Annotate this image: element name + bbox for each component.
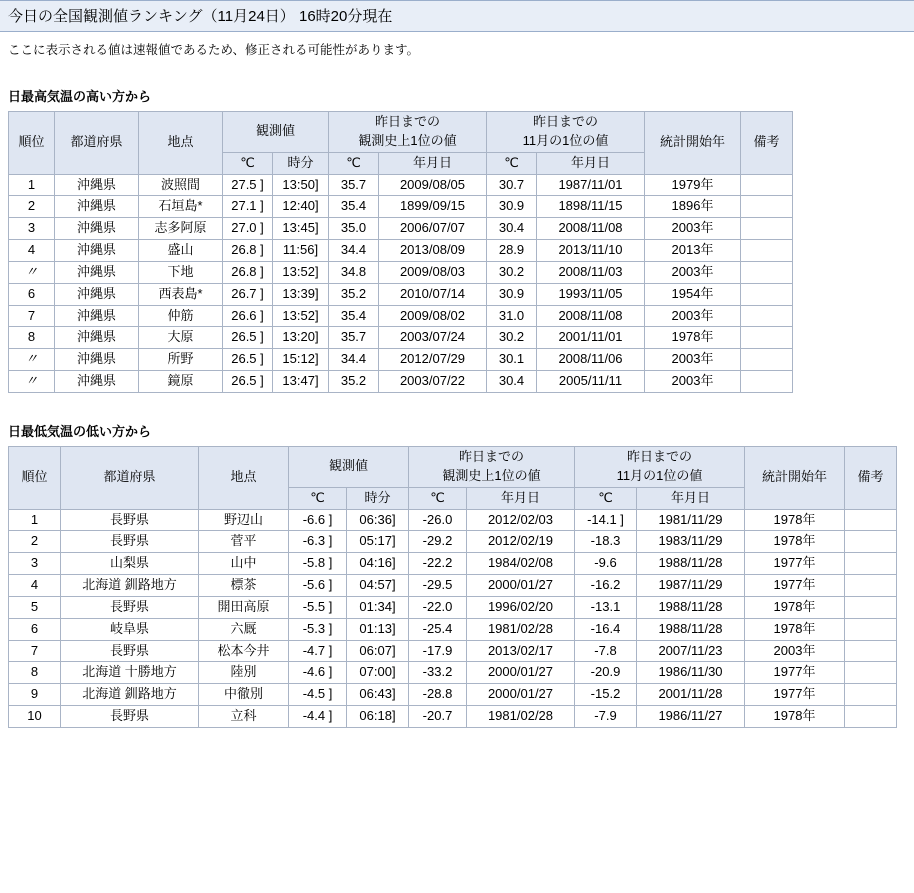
cell-observed-temp: -4.7 ] <box>289 640 347 662</box>
cell-observed-temp: 27.1 ] <box>223 196 273 218</box>
cell-month-date: 2005/11/11 <box>537 371 645 393</box>
cell-rank: 6 <box>9 618 61 640</box>
cell-pref: 沖縄県 <box>55 305 139 327</box>
cell-observed-time: 06:43] <box>347 684 409 706</box>
cell-record-temp: -17.9 <box>409 640 467 662</box>
table-header-low <box>9 446 897 509</box>
cell-point: 開田高原 <box>199 596 289 618</box>
table-row <box>9 327 793 349</box>
section-title-low: 日最低気温の低い方から <box>8 423 152 439</box>
cell-observed-time: 06:18] <box>347 706 409 728</box>
col-month-record <box>575 446 745 487</box>
cell-start-year: 2003年 <box>745 640 845 662</box>
table-row <box>9 684 897 706</box>
cell-remarks <box>741 349 793 371</box>
cell-month-temp: 28.9 <box>487 240 537 262</box>
cell-month-temp: -9.6 <box>575 553 637 575</box>
cell-point: 六厩 <box>199 618 289 640</box>
col-alltime-record <box>329 112 487 153</box>
cell-start-year: 1954年 <box>645 283 741 305</box>
cell-point: 立科 <box>199 706 289 728</box>
cell-start-year: 1977年 <box>745 575 845 597</box>
cell-record-date: 2012/02/19 <box>467 531 575 553</box>
cell-point: 山中 <box>199 553 289 575</box>
cell-rank: 7 <box>9 640 61 662</box>
cell-month-temp: 30.7 <box>487 174 537 196</box>
cell-month-temp: -18.3 <box>575 531 637 553</box>
cell-point: 仲筋 <box>139 305 223 327</box>
cell-observed-temp: -4.5 ] <box>289 684 347 706</box>
cell-observed-temp: 26.5 ] <box>223 371 273 393</box>
table-row <box>9 531 897 553</box>
table-row <box>9 553 897 575</box>
cell-record-temp: -26.0 <box>409 509 467 531</box>
col-month-date: 年月日 <box>637 487 745 509</box>
cell-observed-time: 01:34] <box>347 596 409 618</box>
table-row <box>9 371 793 393</box>
cell-month-date: 2013/11/10 <box>537 240 645 262</box>
cell-point: 陸別 <box>199 662 289 684</box>
cell-record-date: 1981/02/28 <box>467 618 575 640</box>
cell-observed-time: 13:45] <box>273 218 329 240</box>
col-point: 地点 <box>139 112 223 175</box>
cell-month-temp: 30.9 <box>487 283 537 305</box>
cell-observed-time: 04:16] <box>347 553 409 575</box>
cell-record-date: 1981/02/28 <box>467 706 575 728</box>
cell-record-date: 2012/02/03 <box>467 509 575 531</box>
page-note: ここに表示される値は速報値であるため、修正される可能性があります。 <box>8 43 420 57</box>
cell-pref: 沖縄県 <box>55 261 139 283</box>
cell-month-date: 2001/11/01 <box>537 327 645 349</box>
cell-observed-time: 01:13] <box>347 618 409 640</box>
cell-month-date: 1986/11/30 <box>637 662 745 684</box>
cell-observed-temp: 26.6 ] <box>223 305 273 327</box>
cell-record-temp: -29.5 <box>409 575 467 597</box>
cell-observed-time: 13:52] <box>273 305 329 327</box>
cell-point: 盛山 <box>139 240 223 262</box>
table-row <box>9 283 793 305</box>
cell-pref: 北海道 釧路地方 <box>61 684 199 706</box>
col-pref: 都道府県 <box>55 112 139 175</box>
cell-month-temp: 30.2 <box>487 261 537 283</box>
cell-observed-time: 06:07] <box>347 640 409 662</box>
section-title-high: 日最高気温の高い方から <box>8 89 152 104</box>
cell-rank: 3 <box>9 218 55 240</box>
col-remarks: 備考 <box>741 112 793 175</box>
cell-remarks <box>845 575 897 597</box>
cell-observed-temp: -5.6 ] <box>289 575 347 597</box>
cell-rank: 8 <box>9 662 61 684</box>
cell-remarks <box>845 531 897 553</box>
cell-observed-time: 13:47] <box>273 371 329 393</box>
cell-remarks <box>741 174 793 196</box>
cell-pref: 長野県 <box>61 596 199 618</box>
cell-record-temp: 34.4 <box>329 240 379 262</box>
cell-month-date: 1988/11/28 <box>637 596 745 618</box>
cell-record-date: 2000/01/27 <box>467 684 575 706</box>
col-month-record-line2: 11月の1位の値 <box>616 467 703 483</box>
table-body-low <box>9 509 897 727</box>
col-month-record <box>487 112 645 153</box>
cell-rank: 〃 <box>9 349 55 371</box>
cell-rank: 1 <box>9 509 61 531</box>
cell-remarks <box>741 305 793 327</box>
cell-start-year: 1977年 <box>745 684 845 706</box>
cell-month-temp: -20.9 <box>575 662 637 684</box>
cell-start-year: 1978年 <box>745 706 845 728</box>
cell-month-date: 2008/11/08 <box>537 218 645 240</box>
cell-observed-time: 13:52] <box>273 261 329 283</box>
cell-remarks <box>741 261 793 283</box>
cell-start-year: 1978年 <box>745 618 845 640</box>
cell-observed-temp: -6.3 ] <box>289 531 347 553</box>
cell-remarks <box>741 371 793 393</box>
col-record-date: 年月日 <box>379 152 487 174</box>
table-row <box>9 509 897 531</box>
cell-month-date: 1987/11/29 <box>637 575 745 597</box>
col-month-celsius: ℃ <box>575 487 637 509</box>
cell-point: 鏡原 <box>139 371 223 393</box>
cell-pref: 長野県 <box>61 531 199 553</box>
cell-pref: 沖縄県 <box>55 283 139 305</box>
cell-month-temp: -16.4 <box>575 618 637 640</box>
cell-record-temp: -29.2 <box>409 531 467 553</box>
cell-month-date: 1986/11/27 <box>637 706 745 728</box>
cell-month-temp: -16.2 <box>575 575 637 597</box>
cell-month-temp: -7.8 <box>575 640 637 662</box>
cell-start-year: 2003年 <box>645 218 741 240</box>
cell-observed-time: 04:57] <box>347 575 409 597</box>
col-alltime-record-line1: 昨日までの <box>374 114 440 129</box>
cell-point: 波照間 <box>139 174 223 196</box>
col-observed: 観測値 <box>289 446 409 487</box>
cell-remarks <box>845 684 897 706</box>
cell-point: 石垣島* <box>139 196 223 218</box>
cell-month-temp: -7.9 <box>575 706 637 728</box>
cell-pref: 沖縄県 <box>55 218 139 240</box>
cell-month-date: 2008/11/08 <box>537 305 645 327</box>
cell-record-date: 2000/01/27 <box>467 575 575 597</box>
cell-observed-temp: -5.8 ] <box>289 553 347 575</box>
cell-observed-temp: -5.3 ] <box>289 618 347 640</box>
cell-record-date: 2000/01/27 <box>467 662 575 684</box>
cell-month-date: 1898/11/15 <box>537 196 645 218</box>
cell-start-year: 1977年 <box>745 553 845 575</box>
cell-pref: 北海道 十勝地方 <box>61 662 199 684</box>
cell-point: 志多阿原 <box>139 218 223 240</box>
cell-record-date: 2009/08/03 <box>379 261 487 283</box>
cell-start-year: 2003年 <box>645 305 741 327</box>
cell-pref: 沖縄県 <box>55 327 139 349</box>
cell-record-date: 2006/07/07 <box>379 218 487 240</box>
cell-rank: 10 <box>9 706 61 728</box>
cell-record-date: 2009/08/02 <box>379 305 487 327</box>
col-record-celsius: ℃ <box>329 152 379 174</box>
cell-start-year: 2003年 <box>645 261 741 283</box>
cell-month-temp: -14.1 ] <box>575 509 637 531</box>
cell-remarks <box>845 553 897 575</box>
cell-pref: 沖縄県 <box>55 174 139 196</box>
cell-rank: 4 <box>9 240 55 262</box>
cell-point: 松本今井 <box>199 640 289 662</box>
col-alltime-record <box>409 446 575 487</box>
cell-rank: 〃 <box>9 371 55 393</box>
cell-observed-temp: -6.6 ] <box>289 509 347 531</box>
cell-pref: 長野県 <box>61 509 199 531</box>
cell-record-temp: 35.4 <box>329 196 379 218</box>
col-alltime-record-line2: 観測史上1位の値 <box>442 467 541 483</box>
cell-record-date: 2013/08/09 <box>379 240 487 262</box>
cell-observed-temp: -5.5 ] <box>289 596 347 618</box>
ranking-table-low <box>8 446 897 728</box>
cell-rank: 7 <box>9 305 55 327</box>
cell-record-date: 2003/07/22 <box>379 371 487 393</box>
cell-start-year: 2003年 <box>645 349 741 371</box>
cell-rank: 2 <box>9 531 61 553</box>
cell-pref: 沖縄県 <box>55 349 139 371</box>
col-start-year: 統計開始年 <box>745 446 845 509</box>
cell-start-year: 1978年 <box>645 327 741 349</box>
cell-record-temp: 35.7 <box>329 174 379 196</box>
cell-record-temp: -33.2 <box>409 662 467 684</box>
table-row <box>9 706 897 728</box>
cell-point: 大原 <box>139 327 223 349</box>
cell-month-temp: 30.9 <box>487 196 537 218</box>
cell-observed-temp: 27.5 ] <box>223 174 273 196</box>
col-pref: 都道府県 <box>61 446 199 509</box>
cell-record-date: 1996/02/20 <box>467 596 575 618</box>
col-alltime-record-line2: 観測史上1位の値 <box>358 132 457 148</box>
cell-rank: 8 <box>9 327 55 349</box>
col-observed: 観測値 <box>223 112 329 153</box>
cell-rank: 4 <box>9 575 61 597</box>
table-row <box>9 640 897 662</box>
cell-point: 西表島* <box>139 283 223 305</box>
col-month-record-line1: 昨日までの <box>626 448 692 464</box>
cell-observed-temp: 26.5 ] <box>223 327 273 349</box>
cell-month-temp: 30.4 <box>487 371 537 393</box>
cell-observed-time: 15:12] <box>273 349 329 371</box>
cell-remarks <box>741 283 793 305</box>
cell-month-temp: 30.4 <box>487 218 537 240</box>
cell-point: 標茶 <box>199 575 289 597</box>
cell-remarks <box>845 706 897 728</box>
cell-point: 下地 <box>139 261 223 283</box>
col-month-record-line2: 11月の1位の値 <box>522 132 609 148</box>
table-header-high <box>9 112 793 175</box>
cell-pref: 北海道 釧路地方 <box>61 575 199 597</box>
cell-start-year: 1896年 <box>645 196 741 218</box>
cell-remarks <box>741 196 793 218</box>
cell-start-year: 1978年 <box>745 596 845 618</box>
header-row-1 <box>9 446 897 487</box>
cell-pref: 山梨県 <box>61 553 199 575</box>
cell-record-temp: 35.0 <box>329 218 379 240</box>
cell-rank: 6 <box>9 283 55 305</box>
table-body-high <box>9 174 793 392</box>
cell-start-year: 2003年 <box>645 371 741 393</box>
col-record-celsius: ℃ <box>409 487 467 509</box>
cell-observed-temp: 26.5 ] <box>223 349 273 371</box>
cell-rank: 9 <box>9 684 61 706</box>
cell-remarks <box>741 327 793 349</box>
col-start-year: 統計開始年 <box>645 112 741 175</box>
cell-month-date: 1988/11/28 <box>637 618 745 640</box>
table-row <box>9 662 897 684</box>
cell-record-date: 2003/07/24 <box>379 327 487 349</box>
col-observed-time: 時分 <box>273 152 329 174</box>
cell-month-temp: -15.2 <box>575 684 637 706</box>
cell-observed-time: 07:00] <box>347 662 409 684</box>
cell-point: 所野 <box>139 349 223 371</box>
col-record-date: 年月日 <box>467 487 575 509</box>
cell-remarks <box>845 618 897 640</box>
cell-pref: 長野県 <box>61 640 199 662</box>
cell-record-date: 1899/09/15 <box>379 196 487 218</box>
col-alltime-record-line1: 昨日までの <box>458 448 524 464</box>
col-observed-celsius: ℃ <box>289 487 347 509</box>
cell-record-temp: 34.4 <box>329 349 379 371</box>
table-row <box>9 261 793 283</box>
cell-record-temp: 35.7 <box>329 327 379 349</box>
cell-record-temp: 35.2 <box>329 283 379 305</box>
cell-month-temp: 31.0 <box>487 305 537 327</box>
cell-record-temp: 35.2 <box>329 371 379 393</box>
cell-observed-temp: 26.7 ] <box>223 283 273 305</box>
cell-pref: 岐阜県 <box>61 618 199 640</box>
cell-remarks <box>845 596 897 618</box>
col-observed-time: 時分 <box>347 487 409 509</box>
cell-observed-time: 12:40] <box>273 196 329 218</box>
cell-record-date: 2012/07/29 <box>379 349 487 371</box>
cell-record-temp: 35.4 <box>329 305 379 327</box>
cell-start-year: 2013年 <box>645 240 741 262</box>
cell-record-temp: -20.7 <box>409 706 467 728</box>
cell-record-date: 1984/02/08 <box>467 553 575 575</box>
cell-month-date: 1981/11/29 <box>637 509 745 531</box>
table-row <box>9 218 793 240</box>
cell-start-year: 1977年 <box>745 662 845 684</box>
table-row <box>9 618 897 640</box>
table-row <box>9 240 793 262</box>
cell-month-date: 1988/11/28 <box>637 553 745 575</box>
col-point: 地点 <box>199 446 289 509</box>
cell-observed-time: 13:50] <box>273 174 329 196</box>
ranking-table-high <box>8 111 793 393</box>
table-row <box>9 174 793 196</box>
cell-record-temp: -28.8 <box>409 684 467 706</box>
cell-month-temp: 30.1 <box>487 349 537 371</box>
cell-month-date: 2008/11/03 <box>537 261 645 283</box>
table-row <box>9 349 793 371</box>
cell-month-date: 1993/11/05 <box>537 283 645 305</box>
cell-record-temp: -22.0 <box>409 596 467 618</box>
cell-observed-temp: 27.0 ] <box>223 218 273 240</box>
cell-rank: 3 <box>9 553 61 575</box>
cell-remarks <box>741 218 793 240</box>
cell-start-year: 1979年 <box>645 174 741 196</box>
cell-remarks <box>845 662 897 684</box>
cell-point: 菅平 <box>199 531 289 553</box>
col-month-celsius: ℃ <box>487 152 537 174</box>
cell-month-date: 2008/11/06 <box>537 349 645 371</box>
cell-record-temp: -22.2 <box>409 553 467 575</box>
table-row <box>9 196 793 218</box>
cell-record-temp: 34.8 <box>329 261 379 283</box>
cell-observed-temp: 26.8 ] <box>223 261 273 283</box>
cell-remarks <box>845 640 897 662</box>
cell-observed-time: 06:36] <box>347 509 409 531</box>
cell-record-temp: -25.4 <box>409 618 467 640</box>
cell-pref: 沖縄県 <box>55 196 139 218</box>
cell-observed-time: 11:56] <box>273 240 329 262</box>
cell-rank: 2 <box>9 196 55 218</box>
page-title: 今日の全国観測値ランキング（11月24日） 16時20分現在 <box>0 0 914 32</box>
header-row-1 <box>9 112 793 153</box>
cell-rank: 1 <box>9 174 55 196</box>
cell-observed-time: 13:39] <box>273 283 329 305</box>
cell-start-year: 1978年 <box>745 531 845 553</box>
cell-observed-time: 13:20] <box>273 327 329 349</box>
col-rank: 順位 <box>9 112 55 175</box>
cell-rank: 5 <box>9 596 61 618</box>
table-row <box>9 596 897 618</box>
cell-record-date: 2009/08/05 <box>379 174 487 196</box>
cell-month-date: 1987/11/01 <box>537 174 645 196</box>
cell-point: 中徹別 <box>199 684 289 706</box>
col-month-date: 年月日 <box>537 152 645 174</box>
cell-remarks <box>741 240 793 262</box>
cell-observed-temp: -4.6 ] <box>289 662 347 684</box>
cell-month-date: 2001/11/28 <box>637 684 745 706</box>
col-month-record-line1: 昨日までの <box>532 114 598 129</box>
cell-observed-temp: 26.8 ] <box>223 240 273 262</box>
cell-point: 野辺山 <box>199 509 289 531</box>
cell-record-date: 2013/02/17 <box>467 640 575 662</box>
cell-month-date: 1983/11/29 <box>637 531 745 553</box>
col-remarks: 備考 <box>845 446 897 509</box>
cell-observed-time: 05:17] <box>347 531 409 553</box>
table-row <box>9 305 793 327</box>
col-rank: 順位 <box>9 446 61 509</box>
col-observed-celsius: ℃ <box>223 152 273 174</box>
cell-month-date: 2007/11/23 <box>637 640 745 662</box>
cell-pref: 沖縄県 <box>55 240 139 262</box>
table-row <box>9 575 897 597</box>
cell-month-temp: -13.1 <box>575 596 637 618</box>
cell-record-date: 2010/07/14 <box>379 283 487 305</box>
cell-rank: 〃 <box>9 261 55 283</box>
cell-remarks <box>845 509 897 531</box>
cell-start-year: 1978年 <box>745 509 845 531</box>
cell-observed-temp: -4.4 ] <box>289 706 347 728</box>
cell-pref: 沖縄県 <box>55 371 139 393</box>
cell-pref: 長野県 <box>61 706 199 728</box>
cell-month-temp: 30.2 <box>487 327 537 349</box>
